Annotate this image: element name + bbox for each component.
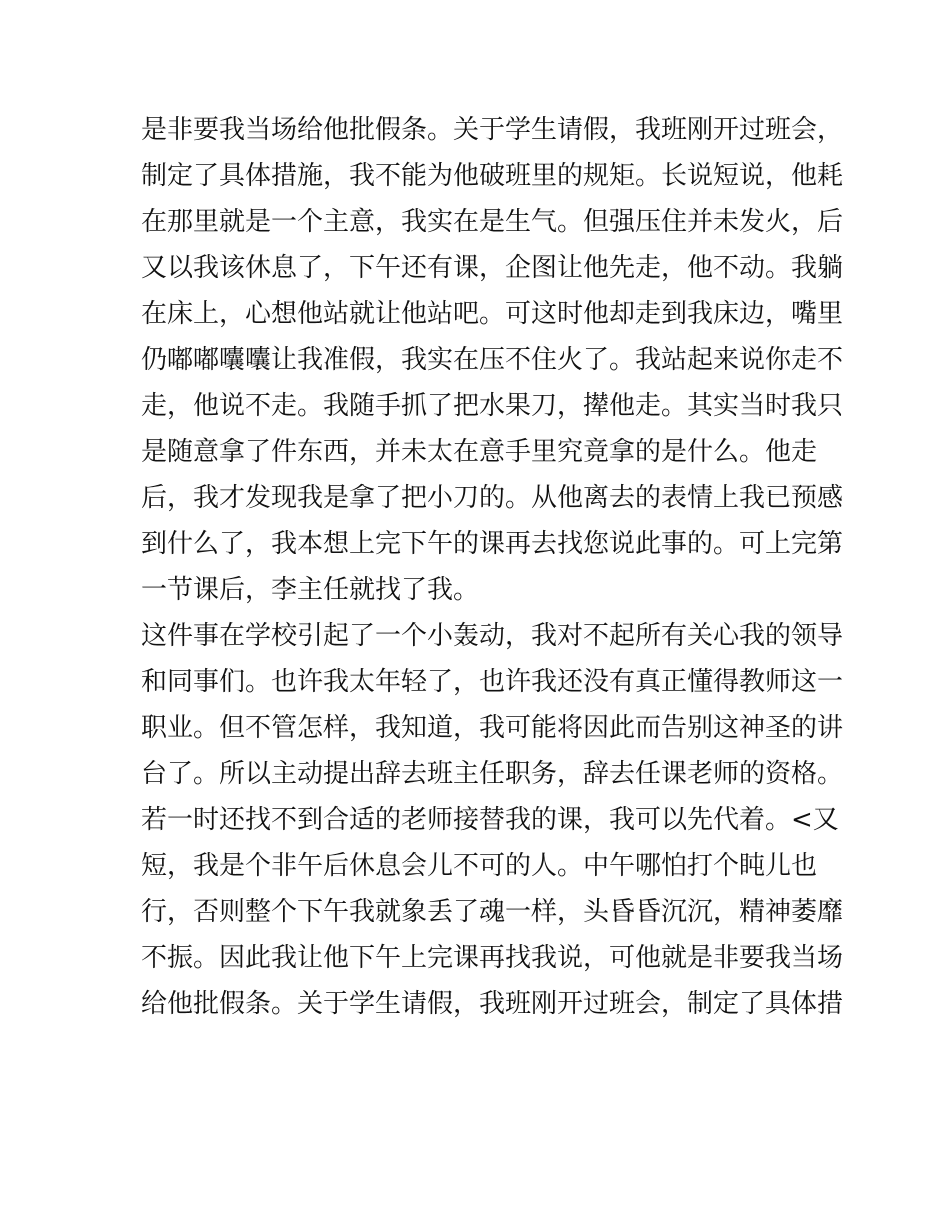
text-line: 职业。但不管怎样，我知道，我可能将因此而告别这神圣的讲 [141, 713, 844, 743]
text-line: 走，他说不走。我随手抓了把水果刀，撵他走。其实当时我只 [141, 391, 844, 421]
text-line: 短，我是个非午后休息会儿不可的人。中午哪怕打个盹儿也 [141, 851, 818, 881]
text-line: 给他批假条。关于学生请假，我班刚开过班会，制定了具体措 [141, 989, 844, 1019]
text-line: 到什么了，我本想上完下午的课再去找您说此事的。可上完第 [141, 529, 844, 559]
text-line: 又以我该休息了，下午还有课，企图让他先走，他不动。我躺 [141, 253, 844, 283]
text-line: 仍嘟嘟囔囔让我准假，我实在压不住火了。我站起来说你走不 [141, 345, 844, 375]
text-line: 制定了具体措施，我不能为他破班里的规矩。长说短说，他耗 [141, 161, 844, 191]
text-line: 在那里就是一个主意，我实在是生气。但强压住并未发火，后 [141, 207, 844, 237]
text-line: 行，否则整个下午我就象丢了魂一样，头昏昏沉沉，精神萎靡 [141, 897, 844, 927]
text-line: 在床上，心想他站就让他站吧。可这时他却走到我床边，嘴里 [141, 299, 844, 329]
text-line: 后，我才发现我是拿了把小刀的。从他离去的表情上我已预感 [141, 483, 844, 513]
text-line: 若一时还找不到合适的老师接替我的课，我可以先代着。<又 [141, 805, 839, 835]
text-line: 和同事们。也许我太年轻了，也许我还没有真正懂得教师这一 [141, 667, 844, 697]
text-line: 是随意拿了件东西，并未太在意手里究竟拿的是什么。他走 [141, 437, 818, 467]
document-body [141, 107, 844, 1027]
text-line: 不振。因此我让他下午上完课再找我说，可他就是非要我当场 [141, 943, 844, 973]
text-line: 一节课后，李主任就找了我。 [141, 575, 480, 605]
text-line: 是非要我当场给他批假条。关于学生请假，我班刚开过班会， [141, 115, 844, 145]
text-line: 台了。所以主动提出辞去班主任职务，辞去任课老师的资格。 [141, 759, 844, 789]
text-line: 这件事在学校引起了一个小轰动，我对不起所有关心我的领导 [141, 621, 844, 651]
